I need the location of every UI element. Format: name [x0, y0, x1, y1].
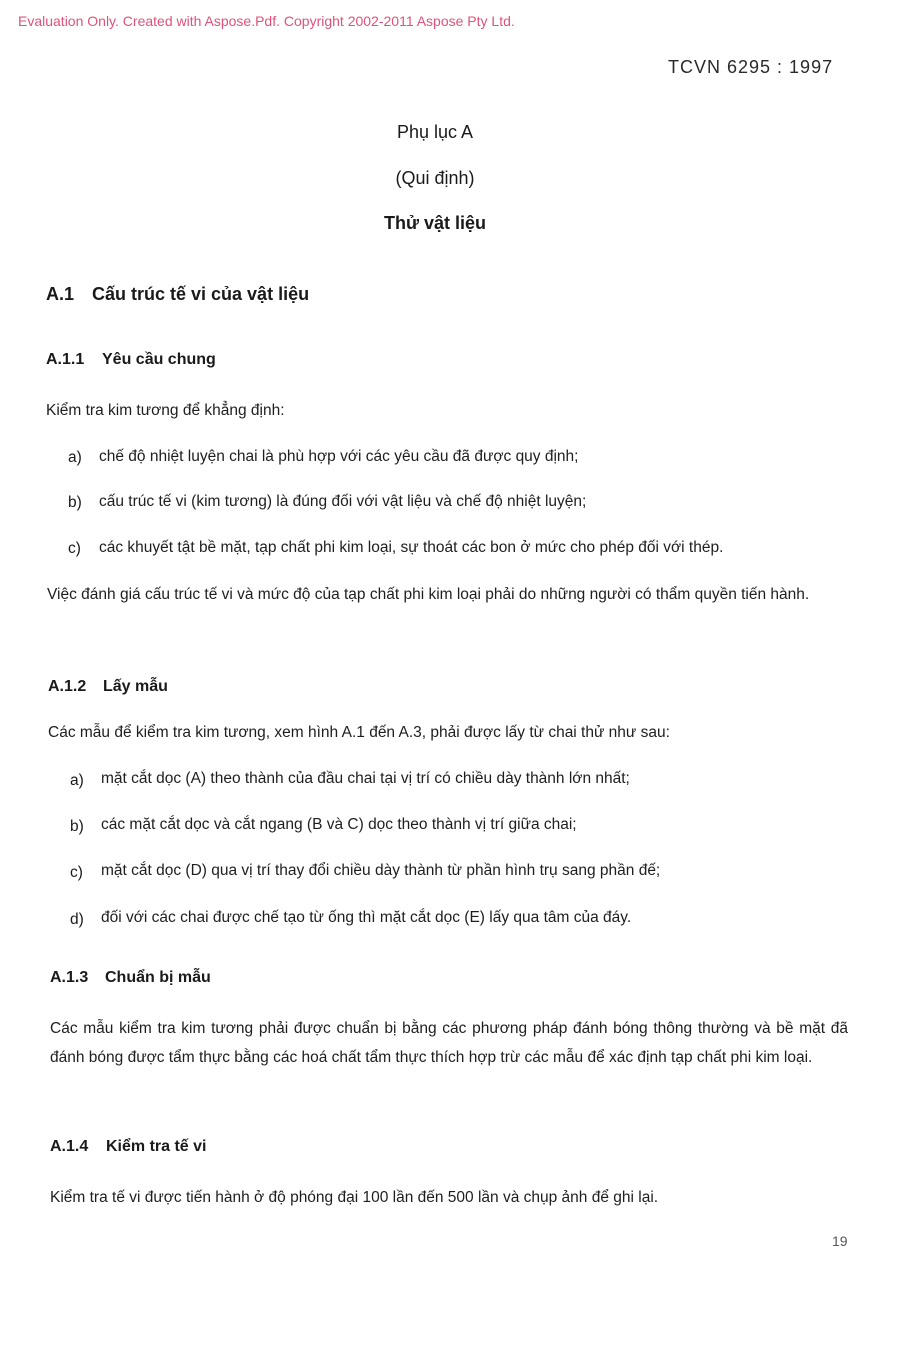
section-a1-title: Cấu trúc tế vi của vật liệu [92, 284, 310, 304]
list-item-label: d) [70, 911, 84, 928]
appendix-subtitle: (Qui định) [395, 168, 475, 188]
list-item: các khuyết tật bề mặt, tạp chất phi kim loại, sự thoát các bon ở mức cho phép đối với thép. [99, 539, 724, 556]
section-a11-note: Việc đánh giá cấu trúc tế vi và mức độ của tạp chất phi kim loại phải do những người có thẩm quyền tiến hành. [47, 586, 810, 603]
section-a13-title: Chuẩn bị mẫu [105, 969, 211, 986]
list-item-label: b) [70, 818, 84, 835]
section-a1-number: A.1 [46, 284, 75, 304]
list-item-label: c) [68, 540, 81, 557]
section-a14-text: Kiểm tra tế vi được tiến hành ở độ phóng đại 100 lần đến 500 lần và chụp ảnh để ghi lại. [50, 1189, 659, 1206]
list-item-label: b) [68, 494, 82, 511]
section-a13-text: Các mẫu kiểm tra kim tương phải được chuẩn bị bằng các phương pháp đánh bóng thông thường và bề mặt đã đánh bóng được tẩm thực bằng các hoá chất tẩm thực thích hợp trừ các mẫu để xác định tạp chất phi kim loại. [50, 1020, 848, 1066]
appendix-title: Phụ lục A [396, 122, 474, 142]
list-item-label: c) [70, 864, 83, 881]
section-a14-number: A.1.4 [50, 1138, 89, 1155]
section-a12-intro: Các mẫu để kiểm tra kim tương, xem hình A.1 đến A.3, phải được lấy từ chai thử như sau: [48, 724, 670, 741]
watermark-text: Evaluation Only. Created with Aspose.Pdf. Copyright 2002-2011 Aspose Pty Ltd. [18, 13, 515, 29]
section-a13-number: A.1.3 [50, 969, 89, 986]
list-item: cấu trúc tế vi (kim tương) là đúng đối với vật liệu và chế độ nhiệt luyện; [99, 493, 587, 510]
list-item-label: a) [70, 772, 84, 789]
section-a11-number: A.1.1 [46, 351, 85, 368]
standard-code: TCVN 6295 : 1997 [668, 57, 834, 77]
section-a12-title: Lấy mẫu [103, 678, 168, 695]
list-item: mặt cắt dọc (A) theo thành của đầu chai tại vị trí có chiều dày thành lớn nhất; [101, 770, 630, 787]
page-number: 19 [832, 1233, 848, 1249]
list-item: chế độ nhiệt luyện chai là phù hợp với các yêu cầu đã được quy định; [99, 448, 579, 465]
section-a14-title: Kiểm tra tế vi [106, 1138, 207, 1155]
appendix-heading: Thử vật liệu [383, 213, 487, 233]
list-item: mặt cắt dọc (D) qua vị trí thay đổi chiều dày thành từ phần hình trụ sang phần đế; [101, 862, 661, 879]
section-a11-intro: Kiểm tra kim tương để khẳng định: [46, 402, 285, 419]
list-item: đối với các chai được chế tạo từ ống thì mặt cắt dọc (E) lấy qua tâm của đáy. [101, 909, 632, 926]
section-a12-number: A.1.2 [48, 678, 87, 695]
section-a11-title: Yêu cầu chung [102, 351, 216, 368]
list-item: các mặt cắt dọc và cắt ngang (B và C) dọc theo thành vị trí giữa chai; [101, 816, 577, 833]
list-item-label: a) [68, 449, 82, 466]
